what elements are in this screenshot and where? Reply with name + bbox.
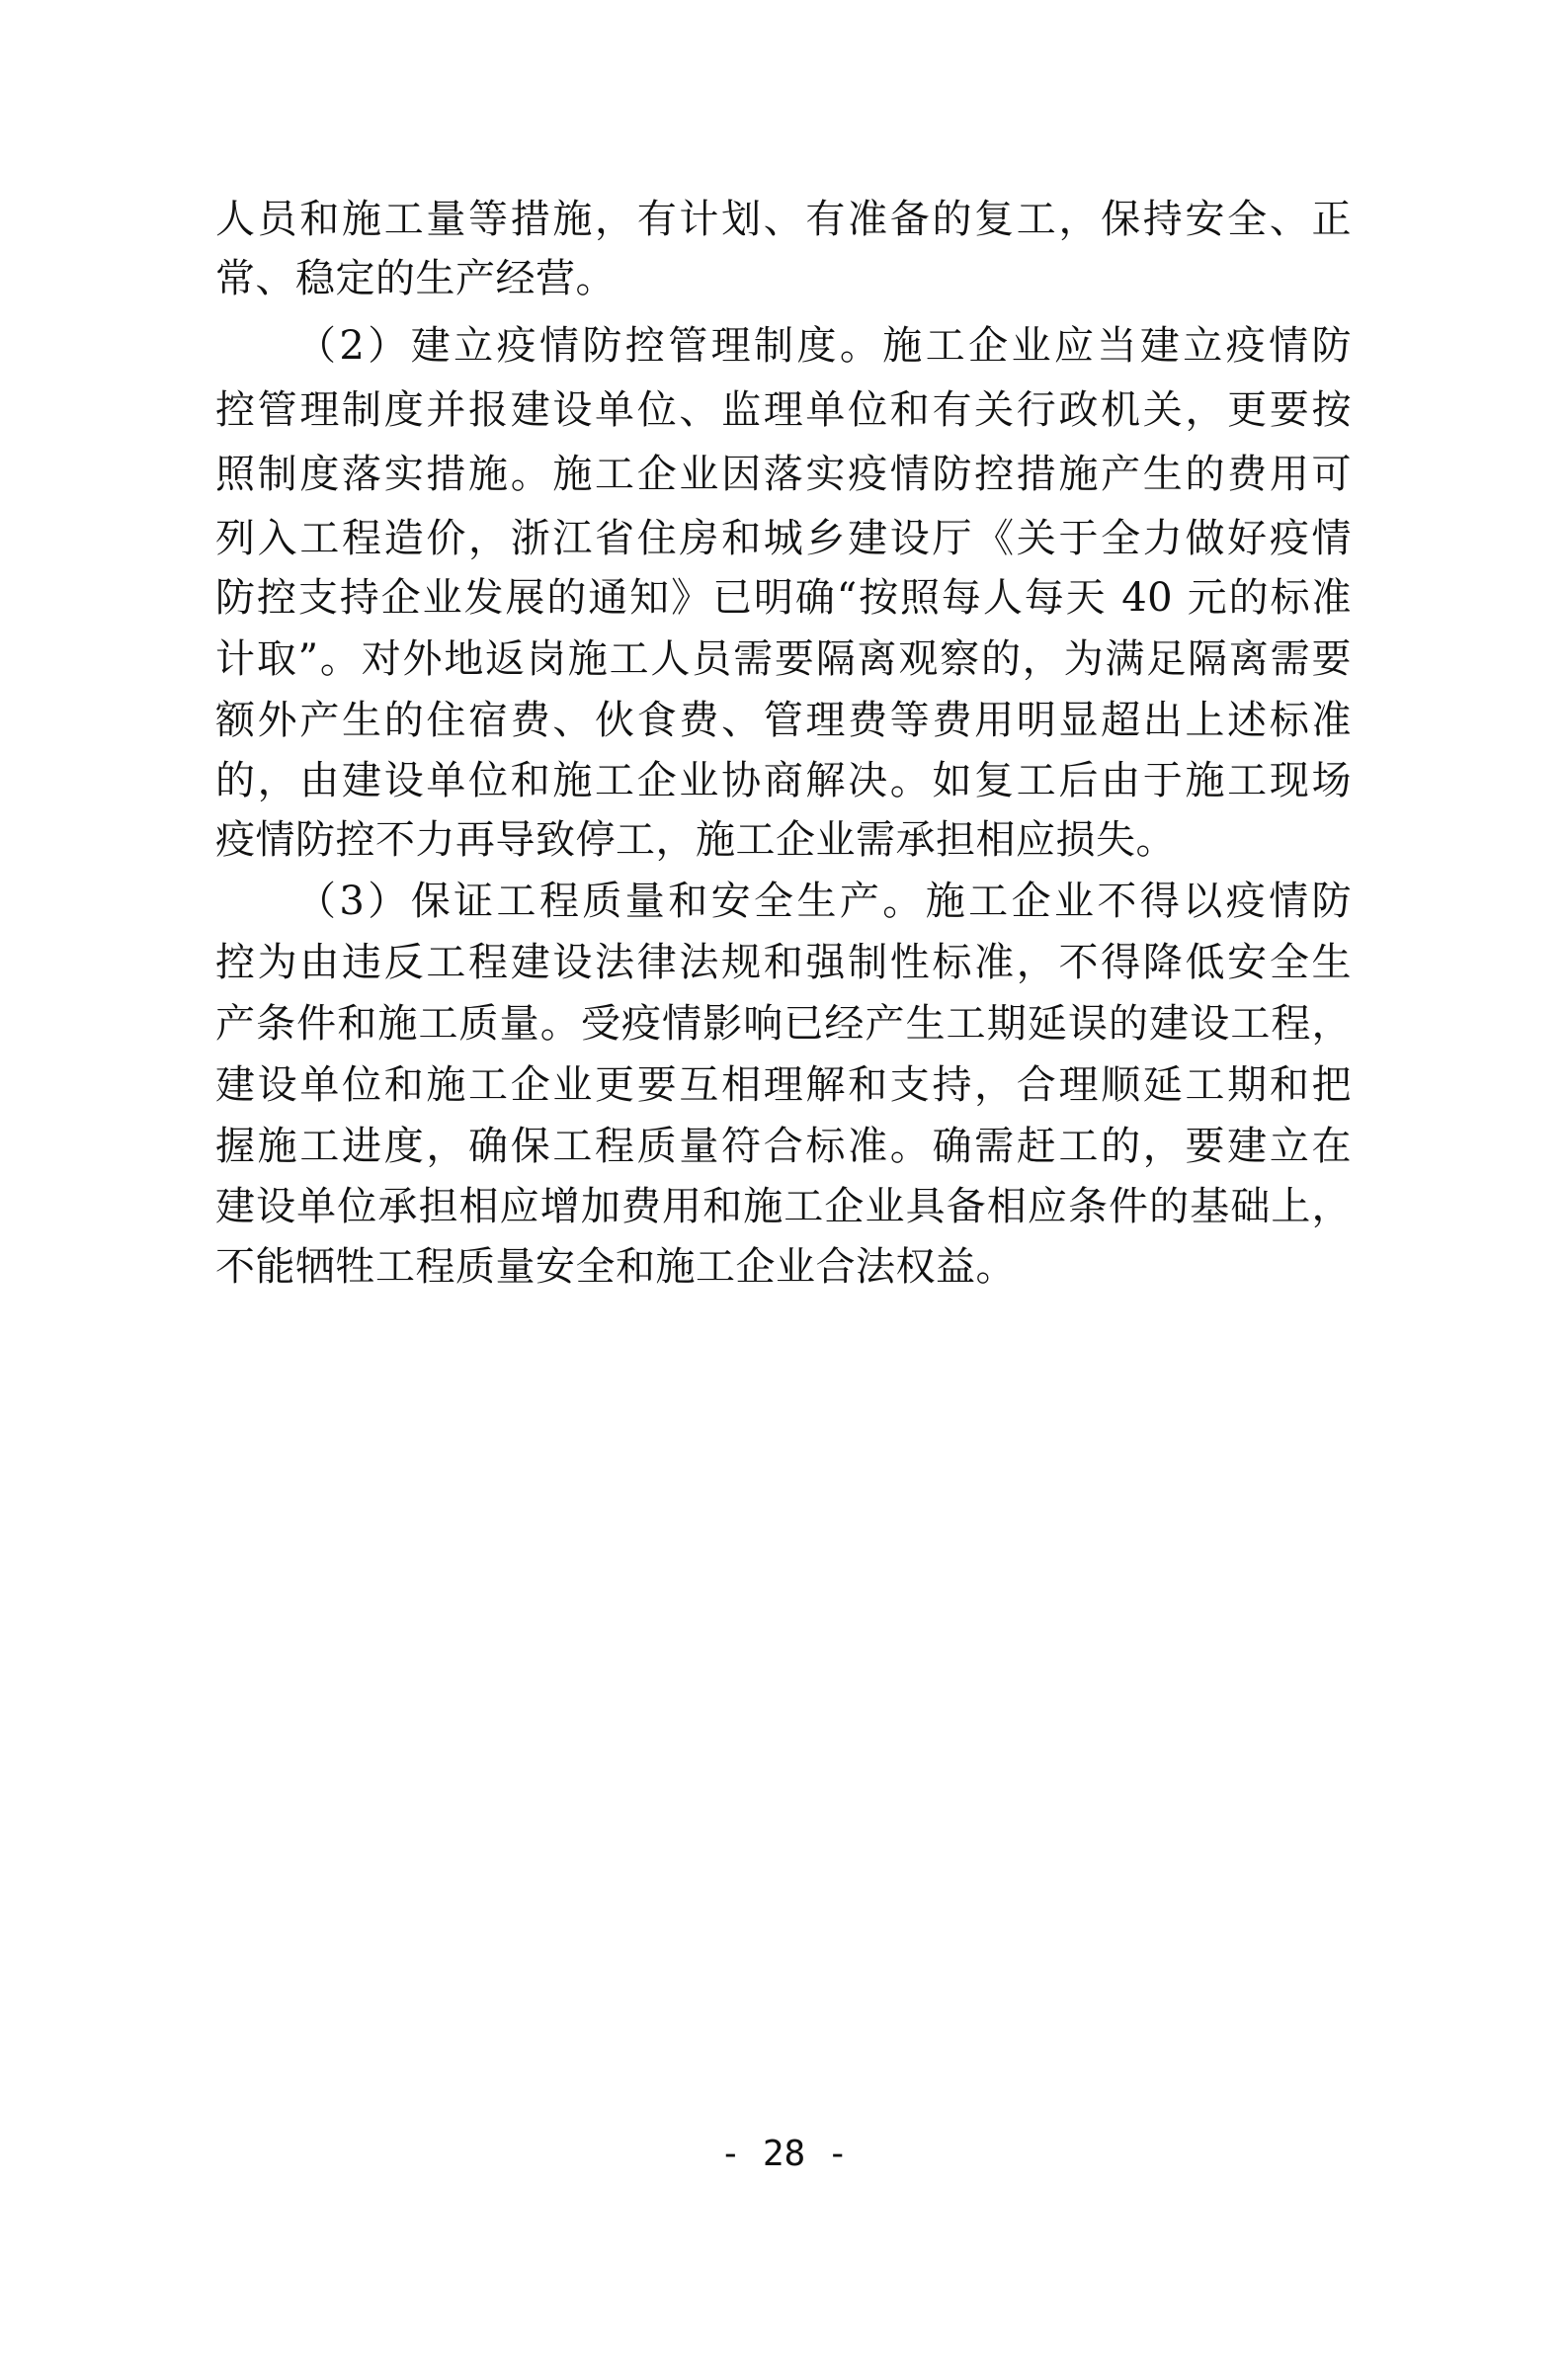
text-line-content: 照制度落实措施。施工企业因落实疫情防控措施产生的费用可 — [215, 452, 1352, 497]
text-line-content: （3）保证工程质量和安全生产。施工企业不得以疫情防 — [296, 879, 1352, 924]
text-line-content: 控为由违反工程建设法律法规和强制性标准，不得降低安全生 — [215, 940, 1352, 985]
text-line-content: （2）建立疫情防控管理制度。施工企业应当建立疫情防 — [296, 323, 1352, 369]
text-line-content: 控管理制度并报建设单位、监理单位和有关行政机关，更要按 — [215, 387, 1352, 433]
text-line-content: 防控支持企业发展的通知》已明确“按照每人每天 40 元的标准 — [215, 575, 1352, 621]
text-line-content: 计取”。对外地返岗施工人员需要隔离观察的，为满足隔离需要 — [215, 636, 1352, 682]
text-line-content: 产条件和施工质量。受疫情影响已经产生工期延误的建设工程， — [215, 1001, 1352, 1047]
text-line-content: 的，由建设单位和施工企业协商解决。如复工后由于施工现场 — [215, 758, 1352, 803]
text-line-content: 不能牺牲工程质量安全和施工企业合法权益。 — [215, 1244, 1016, 1290]
page-number: - 28 - — [719, 2134, 849, 2174]
text-line — [215, 1227, 1352, 1306]
text-line-content: 常、稳定的生产经营。 — [215, 256, 616, 301]
text-line-content: 列入工程造价，浙江省住房和城乡建设厅《关于全力做好疫情 — [215, 516, 1352, 561]
text-line-content: 额外产生的住宿费、伙食费、管理费等费用明显超出上述标准 — [215, 698, 1352, 743]
text-line-content: 握施工进度，确保工程质量符合标准。确需赶工的，要建立在 — [215, 1124, 1352, 1169]
text-line-content: 建设单位和施工企业更要互相理解和支持，合理顺延工期和把 — [215, 1062, 1352, 1108]
text-line-content: 建设单位承担相应增加费用和施工企业具备相应条件的基础上， — [215, 1184, 1352, 1229]
text-line-content: 人员和施工量等措施，有计划、有准备的复工，保持安全、正 — [215, 197, 1352, 242]
text-line-content: 疫情防控不力再导致停工，施工企业需承担相应损失。 — [215, 817, 1176, 863]
